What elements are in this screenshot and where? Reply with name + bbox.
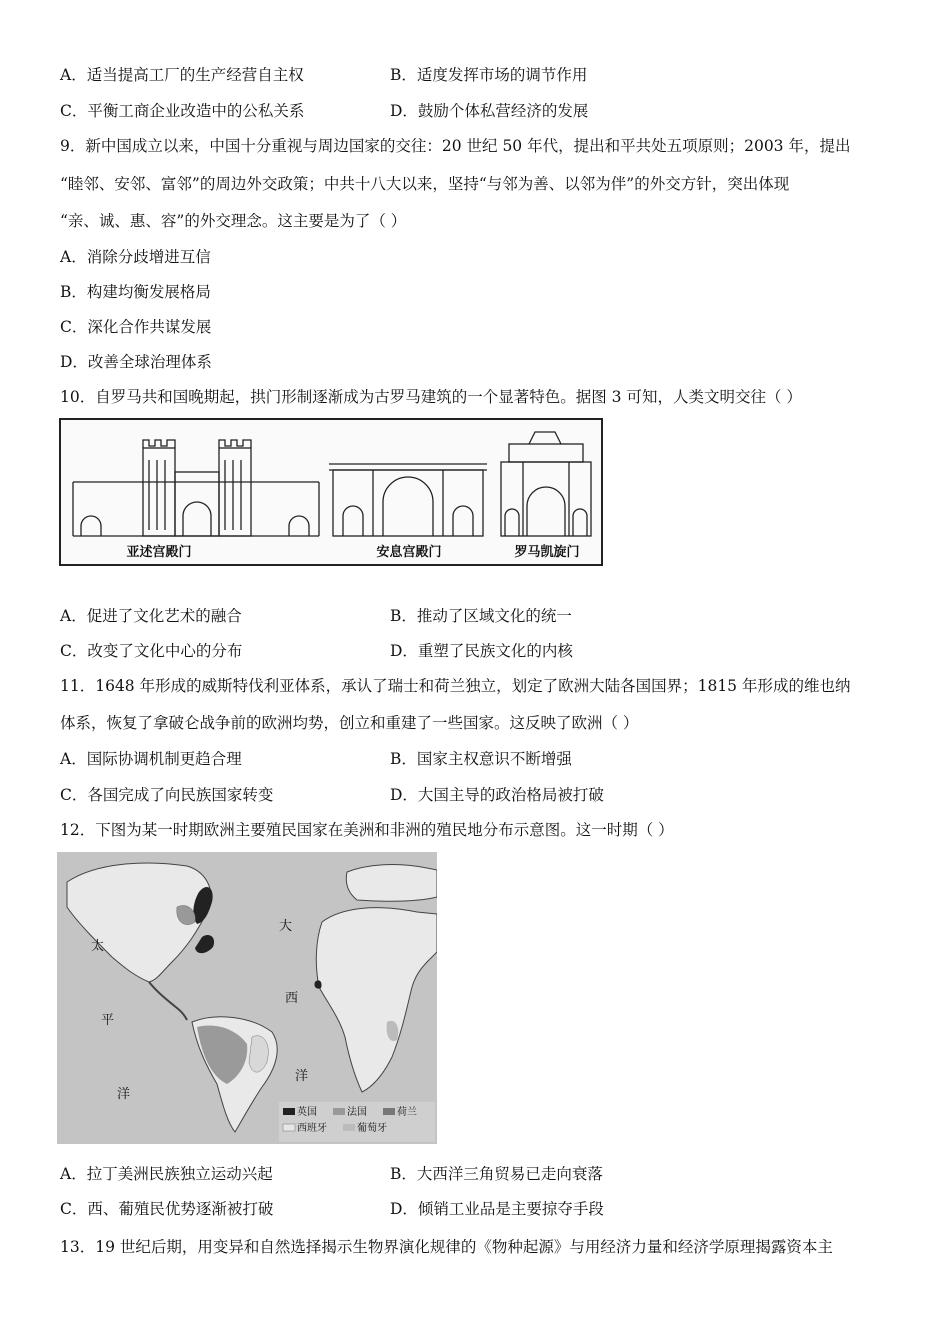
q12-option-b: B．大西洋三角贸易已走向衰落 xyxy=(390,1165,603,1183)
q11-option-a: A．国际协调机制更趋合理 xyxy=(60,750,242,768)
legend-france: 法国 xyxy=(347,1107,367,1118)
legend-spain: 西班牙 xyxy=(297,1123,327,1134)
map-label-pacific-1: 太 xyxy=(91,939,105,954)
map-label-pacific-3: 洋 xyxy=(117,1087,131,1102)
caption-assyria: 亚述宫殿门 xyxy=(126,545,192,560)
map-label-atlantic-3: 洋 xyxy=(295,1069,309,1084)
q12-option-c: C．西、葡殖民优势逐渐被打破 xyxy=(60,1200,274,1218)
q9-option-b: B．构建均衡发展格局 xyxy=(60,283,211,301)
q12-option-a: A．拉丁美洲民族独立运动兴起 xyxy=(60,1165,273,1183)
legend-netherlands: 荷兰 xyxy=(397,1107,417,1118)
q11-stem-line1: 11．1648 年形成的威斯特伐利亚体系，承认了瑞士和荷兰独立，划定了欧洲大陆各国国界；1815 年形成的维也纳 xyxy=(60,677,851,695)
assyrian-gate-drawing xyxy=(73,440,319,536)
map-label-atlantic-2: 西 xyxy=(285,991,299,1006)
q10-option-b: B．推动了区域文化的统一 xyxy=(390,607,572,625)
map-legend xyxy=(279,1102,435,1142)
q9-option-c: C．深化合作共谋发展 xyxy=(60,318,212,336)
q9-option-a: A．消除分歧增进互信 xyxy=(60,248,211,266)
legend-britain: 英国 xyxy=(297,1107,317,1118)
colonial-map xyxy=(57,852,437,1144)
map-label-atlantic-1: 大 xyxy=(279,919,293,934)
q11-stem-line2: 体系，恢复了拿破仑战争前的欧洲均势，创立和重建了一些国家。这反映了欧洲（ ） xyxy=(60,714,639,732)
q9-stem-line2: “睦邻、安邻、富邻”的周边外交政策；中共十八大以来，坚持“与邻为善、以邻为伴”的外交方针，突出体现 xyxy=(60,175,790,193)
q8-option-a: A．适当提高工厂的生产经营自主权 xyxy=(60,66,304,84)
gates-figure xyxy=(59,418,603,566)
q11-option-b: B．国家主权意识不断增强 xyxy=(390,750,572,768)
caption-rome: 罗马凯旋门 xyxy=(514,545,580,560)
colonial-map-illustration xyxy=(57,852,437,1144)
q11-option-c: C．各国完成了向民族国家转变 xyxy=(60,786,274,804)
q10-option-c: C．改变了文化中心的分布 xyxy=(60,642,243,660)
roman-arch-drawing xyxy=(501,432,591,536)
q9-stem-line3: “亲、诚、惠、容”的外交理念。这主要是为了（ ） xyxy=(60,212,407,230)
caption-parthia: 安息宫殿门 xyxy=(376,545,442,560)
q13-stem: 13．19 世纪后期，用变异和自然选择揭示生物界演化规律的《物种起源》与用经济力量和经济学原理揭露资本主 xyxy=(60,1238,833,1256)
q12-stem: 12．下图为某一时期欧洲主要殖民国家在美洲和非洲的殖民地分布示意图。这一时期（ ） xyxy=(60,821,674,839)
parthian-gate-drawing xyxy=(329,464,487,536)
map-label-pacific-2: 平 xyxy=(101,1013,115,1028)
q11-option-d: D．大国主导的政治格局被打破 xyxy=(390,786,604,804)
gates-illustration xyxy=(61,420,601,564)
q9-stem-line1: 9．新中国成立以来，中国十分重视与周边国家的交往：20 世纪 50 年代，提出和平共处五项原则；2003 年，提出 xyxy=(60,137,851,155)
legend-portugal: 葡萄牙 xyxy=(357,1123,387,1134)
q8-option-c: C．平衡工商企业改造中的公私关系 xyxy=(60,102,305,120)
q9-option-d: D．改善全球治理体系 xyxy=(60,353,212,371)
q10-option-d: D．重塑了民族文化的内核 xyxy=(390,642,573,660)
q8-option-d: D．鼓励个体私营经济的发展 xyxy=(390,102,589,120)
q10-option-a: A．促进了文化艺术的融合 xyxy=(60,607,242,625)
q12-option-d: D．倾销工业品是主要掠夺手段 xyxy=(390,1200,604,1218)
q10-stem: 10．自罗马共和国晚期起，拱门形制逐渐成为古罗马建筑的一个显著特色。据图 3 可知，人类文明交往（ ） xyxy=(60,388,802,406)
q8-option-b: B．适度发挥市场的调节作用 xyxy=(390,66,588,84)
